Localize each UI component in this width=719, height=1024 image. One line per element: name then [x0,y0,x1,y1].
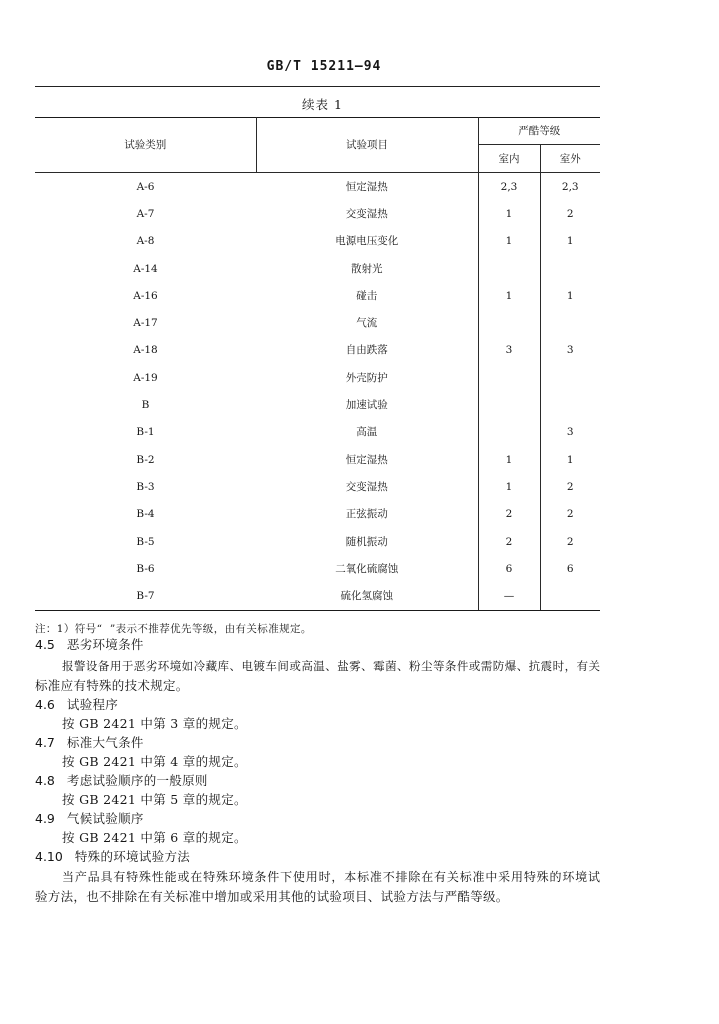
indoor-severity-cell: 2,3 [478,173,540,201]
table-row [35,391,600,418]
table-row [35,309,600,336]
section-number: 4.5 [35,637,55,652]
indoor-severity-cell [478,419,540,446]
test-severity-table [35,117,600,611]
section-body-line: 按 GB 2421 中第 4 章的规定。 [62,754,247,769]
section-title: 特殊的环境试验方法 [74,849,191,864]
indoor-header: 室内 [478,145,540,173]
section-heading [35,771,208,790]
test-item-cell: 正弦振动 [345,508,388,521]
table-row [35,501,600,528]
test-category-cell: B-1 [136,426,155,439]
table-row [35,255,600,282]
table-row [35,337,600,364]
test-item-cell: 碰击 [356,289,378,302]
section-title: 恶劣环境条件 [66,637,144,652]
test-item-cell: 电源电压变化 [335,235,399,248]
test-category-cell: B-3 [136,480,155,493]
section-heading [35,733,144,752]
test-item-cell: 硫化氢腐蚀 [256,582,478,610]
table-header-row [35,118,600,145]
indoor-severity-cell: 1 [478,446,540,473]
outdoor-severity-cell: 2 [566,508,574,521]
table-row [35,473,600,500]
indoor-severity-cell: 2 [478,501,540,528]
test-item-cell: 加速试验 [345,399,388,412]
section-title: 考虑试验顺序的一般原则 [66,773,208,788]
test-item-cell: 散射光 [351,262,383,275]
test-category-cell: A-16 [133,289,158,302]
test-category-cell: A-8 [136,235,155,248]
table-row [35,364,600,391]
table-row [35,173,600,201]
test-category-header: 试验类别 [35,118,256,173]
table-row [35,282,600,309]
severity-level-header: 严酷等级 [478,118,600,145]
outdoor-severity-cell [540,582,600,610]
table-row [35,228,600,255]
table-row [35,528,600,555]
outdoor-severity-cell: 1 [566,235,574,248]
test-category-cell: A-14 [133,262,158,275]
indoor-severity-cell: — [478,582,540,610]
test-category-cell: A-6 [136,180,155,193]
section-number: 4.8 [35,773,55,788]
indoor-severity-cell: 2 [478,528,540,555]
indoor-severity-cell: 1 [478,200,540,227]
section-number: 4.10 [35,849,63,864]
section-title: 试验程序 [66,697,119,712]
test-category-cell: A-17 [133,317,158,330]
outdoor-severity-cell: 3 [566,426,574,439]
indoor-severity-cell [478,309,540,336]
test-item-cell: 交变湿热 [345,207,388,220]
section-heading [35,847,190,866]
table-note: 注：1）符号“ ”表示不推荐优先等级，由有关标准规定。 [35,623,312,635]
test-item-cell: 二氧化硫腐蚀 [335,562,399,575]
outdoor-severity-cell [540,309,600,336]
table-caption: 续表 1 [302,97,343,112]
section-heading [35,695,118,714]
indoor-severity-cell [478,391,540,418]
section-body-line: 按 GB 2421 中第 6 章的规定。 [62,830,247,845]
indoor-severity-cell [478,255,540,282]
indoor-severity-cell: 1 [478,473,540,500]
table-row [35,200,600,227]
test-category-cell: B-5 [136,535,155,548]
test-item-cell: 外壳防护 [345,371,388,384]
indoor-severity-cell: 1 [478,228,540,255]
test-item-header: 试验项目 [256,118,478,173]
outdoor-severity-cell [540,391,600,418]
indoor-severity-cell: 3 [478,337,540,364]
section-title: 标准大气条件 [66,735,144,750]
section-number: 4.9 [35,811,55,826]
test-category-cell: B-7 [35,582,256,610]
section-body-line: 按 GB 2421 中第 5 章的规定。 [62,792,247,807]
test-item-cell: 交变湿热 [345,480,388,493]
test-item-cell: 恒定湿热 [345,180,388,193]
test-category-cell: B [141,399,150,412]
test-item-cell: 气流 [356,317,378,330]
section-title: 气候试验顺序 [66,811,144,826]
outdoor-severity-cell: 3 [566,344,574,357]
test-category-cell: B-2 [136,453,155,466]
indoor-severity-cell [478,364,540,391]
header-rule [35,86,600,87]
section-body-line: 按 GB 2421 中第 3 章的规定。 [62,716,247,731]
standard-code-header: GB/T 15211—94 [266,59,382,74]
outdoor-severity-cell: 2 [566,480,574,493]
outdoor-severity-cell: 2 [566,207,574,220]
table-row [35,582,600,610]
section-number: 4.6 [35,697,55,712]
section-heading [35,809,144,828]
test-item-cell: 高温 [356,426,378,439]
section-body-line: 验方法，也不排除在有关标准中增加或采用其他的试验项目、试验方法与严酷等级。 [35,889,509,904]
outdoor-severity-cell [540,364,600,391]
outdoor-header: 室外 [540,145,600,173]
outdoor-severity-cell [540,255,600,282]
outdoor-severity-cell: 6 [566,562,574,575]
outdoor-severity-cell: 2 [566,535,574,548]
indoor-severity-cell: 6 [478,555,540,582]
test-item-cell: 自由跌落 [345,344,388,357]
section-body-line: 标准应有特殊的技术规定。 [35,678,189,693]
section-body-line: 报警设备用于恶劣环境如冷藏库、电镀车间或高温、盐雾、霉菌、粉尘等条件或需防爆、抗震时，有关 [62,659,600,673]
test-category-cell: A-7 [136,207,155,220]
test-category-cell: A-18 [133,344,158,357]
test-item-cell: 随机振动 [345,535,388,548]
test-category-cell: A-19 [133,371,158,384]
table-row [35,419,600,446]
section-body-line: 当产品具有特殊性能或在特殊环境条件下使用时，本标准不排除在有关标准中采用特殊的环境试 [62,870,600,884]
outdoor-severity-cell: 1 [566,289,574,302]
indoor-severity-cell: 1 [478,282,540,309]
table-row [35,555,600,582]
outdoor-severity-cell: 1 [566,453,574,466]
section-heading [35,635,144,654]
section-number: 4.7 [35,735,55,750]
outdoor-severity-cell: 2,3 [561,180,579,193]
test-category-cell: B-4 [136,508,155,521]
test-item-cell: 恒定湿热 [345,453,388,466]
test-category-cell: B-6 [136,562,155,575]
table-row [35,446,600,473]
